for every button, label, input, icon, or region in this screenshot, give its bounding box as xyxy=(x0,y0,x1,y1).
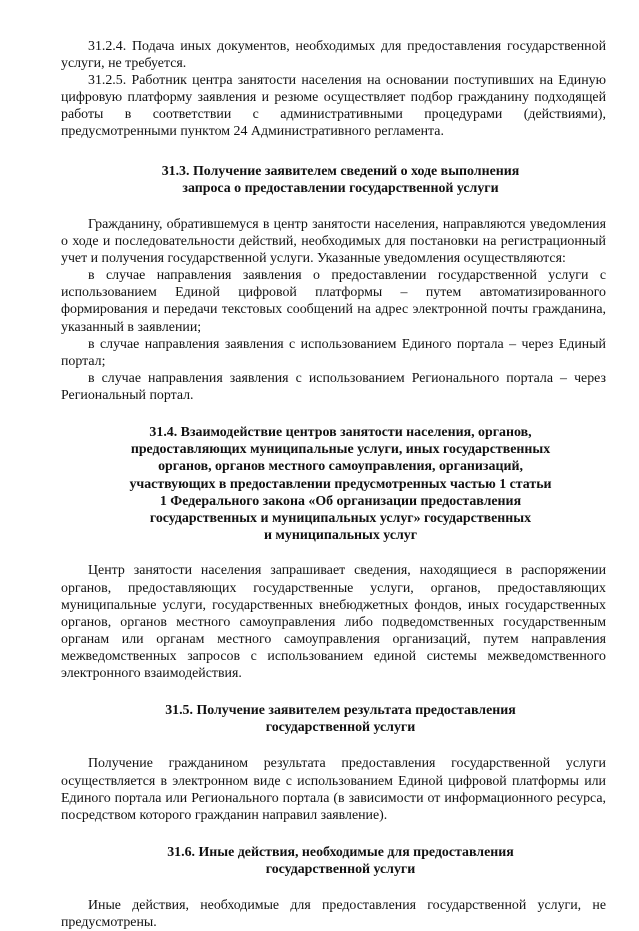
heading-line: 1 Федерального закона «Об организации предоставления xyxy=(159,493,522,509)
heading-line: государственных и муниципальных услуг» государственных xyxy=(149,511,532,527)
paragraph: в случае направления заявления с использованием Регионального портала – через Региональный портал. xyxy=(61,370,606,403)
heading-line: и муниципальных услуг xyxy=(263,528,418,544)
heading-line: государственной услуги xyxy=(265,720,416,736)
paragraph-31-2-4: 31.2.4. Подача иных документов, необходимых для предоставления государственной услуги, не требуется. xyxy=(61,39,606,72)
heading-31-4 xyxy=(61,424,606,544)
paragraph: в случае направления заявления с использованием Единого портала – через Единый портал; xyxy=(61,336,606,369)
paragraph: Получение гражданином результата предоставления государственной услуги осуществляется в электронном виде с использованием Единой цифровой платформы или Единого портала или Регионального портала (в зависимости от информационного ресурса, посредством которого гражданин направил заявление). xyxy=(61,756,606,823)
paragraph: Иные действия, необходимые для предоставления государственной услуги, не предусмотрены. xyxy=(61,898,606,931)
heading-line: 31.3. Получение заявителем сведений о ходе выполнения xyxy=(161,163,520,179)
paragraph-31-2-5: 31.2.5. Работник центра занятости населения на основании поступивших на Единую цифровую платформу заявления и резюме осуществляет подбор гражданину подходящей работы в соответствии с административными процедурами (действиями), предусмотренными пунктом 24 Административного регламента. xyxy=(61,73,606,140)
heading-31-6 xyxy=(61,844,606,878)
heading-31-3 xyxy=(61,163,606,197)
document-page xyxy=(61,38,606,931)
heading-line: 31.6. Иные действия, необходимые для предоставления xyxy=(167,844,514,860)
paragraph: Гражданину, обратившемуся в центр занятости населения, направляются уведомления о ходе и последовательности действий, необходимых для постановки на регистрационный учет и получения государственной услуги. Указанные уведомления осуществляются: xyxy=(61,216,606,267)
heading-31-5 xyxy=(61,702,606,736)
heading-line: государственной услуги xyxy=(265,862,416,878)
heading-line: запроса о предоставлении государственной услуги xyxy=(182,180,499,196)
heading-line: 31.5. Получение заявителем результата предоставления xyxy=(165,703,516,719)
heading-line: 31.4. Взаимодействие центров занятости населения, органов, xyxy=(149,425,532,440)
heading-line: органов, органов местного самоуправления, организаций, xyxy=(158,459,523,475)
paragraph: Центр занятости населения запрашивает сведения, находящиеся в распоряжении органов, предоставляющих государственные услуги, органов, предоставляющих муниципальные услуги, государственных внебюджетных фондов, иных государственных органов, органов местного самоуправления либо подведомственных государственным органам или органам местного самоуправления организаций, путем направления межведомственных запросов с использованием единой системы межведомственного электронного взаимодействия. xyxy=(61,563,606,681)
heading-line: предоставляющих муниципальные услуги, иных государственных xyxy=(130,442,551,458)
paragraph: в случае направления заявления о предоставлении государственной услуги с использованием Единой цифровой платформы – путем автоматизированного формирования и передачи текстовых сообщений на адрес электронной почты гражданина, указанный в заявлении; xyxy=(61,268,606,335)
heading-line: участвующих в предоставлении предусмотренных частью 1 статьи xyxy=(129,476,552,492)
